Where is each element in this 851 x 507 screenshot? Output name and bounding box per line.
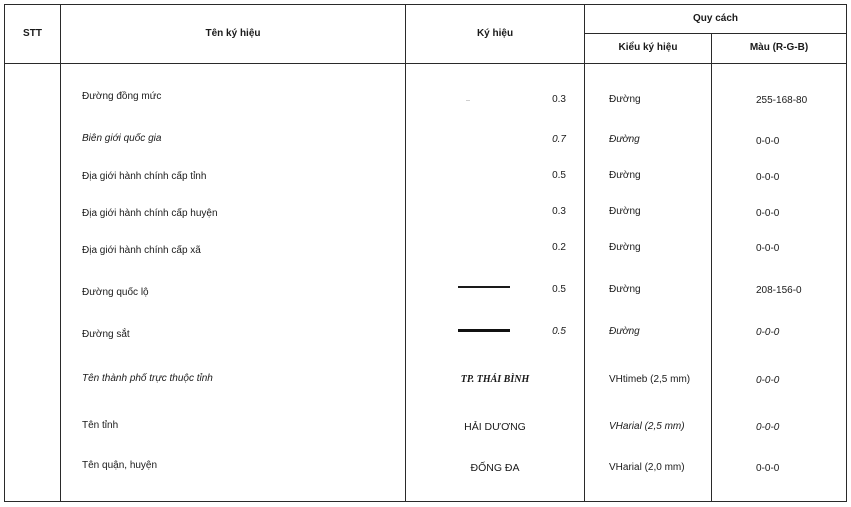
row-size: 0.5 <box>552 284 566 295</box>
row-name: Đường quốc lộ <box>82 287 149 298</box>
row-style: VHtimeb (2,5 mm) <box>609 374 691 385</box>
row-color: 0-0-0 <box>756 243 780 254</box>
row-style: Đường <box>609 242 641 253</box>
row-style: Đường <box>609 134 640 145</box>
row-style: Đường <box>609 284 641 295</box>
spec-sub-rule <box>584 33 847 34</box>
header-spec: Quy cách <box>692 13 739 24</box>
col-divider-3 <box>584 4 585 502</box>
table-bottom-border <box>4 501 847 502</box>
row-size: 0.5 <box>552 326 566 337</box>
row-name: Tên quận, huyện <box>82 460 158 471</box>
header-style: Kiểu ký hiệu <box>618 42 678 53</box>
row-style: Đường <box>609 170 641 181</box>
row-style: VHarial (2,0 mm) <box>609 462 685 473</box>
header-bottom-rule <box>4 63 847 64</box>
row-color: 0-0-0 <box>756 172 780 183</box>
row-size: 0.3 <box>552 206 566 217</box>
row-name: Tên tỉnh <box>82 420 119 431</box>
row-color: 0-0-0 <box>756 208 780 219</box>
table-right-border <box>846 4 847 502</box>
row-name: Địa giới hành chính cấp huyện <box>82 208 218 219</box>
table-top-border <box>4 4 847 5</box>
row-name: Tên thành phố trực thuộc tỉnh <box>82 373 213 384</box>
row-color: 255-168-80 <box>756 95 808 106</box>
header-name: Tên ký hiệu <box>205 28 261 39</box>
row-color: 0-0-0 <box>756 136 780 147</box>
header-stt: STT <box>23 28 42 39</box>
row-color: 0-0-0 <box>756 463 780 474</box>
row-color: 0-0-0 <box>756 327 780 338</box>
header-color: Màu (R-G-B) <box>749 42 809 53</box>
row-style: Đường <box>609 326 640 337</box>
row-style: Đường <box>609 206 641 217</box>
header-symbol: Ký hiệu <box>476 28 514 39</box>
col-divider-2 <box>405 4 406 502</box>
col-divider-4 <box>711 33 712 502</box>
row-name: Biên giới quốc gia <box>82 133 162 144</box>
col-divider-1 <box>60 4 61 502</box>
row-color: 0-0-0 <box>756 422 780 433</box>
row-name: Đường sắt <box>82 329 130 340</box>
row-size: 0.3 <box>552 94 566 105</box>
row-size: 0.2 <box>552 242 566 253</box>
row-style: Đường <box>609 94 641 105</box>
row-color: 208-156-0 <box>756 285 802 296</box>
symbol-text-district: ĐỐNG ĐA <box>470 462 520 474</box>
row-size: 0.7 <box>552 134 566 145</box>
symbol-faint-dots <box>466 100 470 101</box>
row-name: Địa giới hành chính cấp xã <box>82 245 201 256</box>
row-style: VHarial (2,5 mm) <box>609 421 685 432</box>
row-size: 0.5 <box>552 170 566 181</box>
symbol-solid <box>458 286 510 288</box>
table-left-border <box>4 4 5 502</box>
symbol-thick-solid <box>458 329 510 332</box>
row-name: Đường đồng mức <box>82 91 162 102</box>
row-color: 0-0-0 <box>756 375 780 386</box>
row-name: Địa giới hành chính cấp tỉnh <box>82 171 207 182</box>
symbol-text-city: TP. THÁI BÌNH <box>460 374 530 385</box>
symbol-text-province: HẢI DƯƠNG <box>464 421 526 433</box>
